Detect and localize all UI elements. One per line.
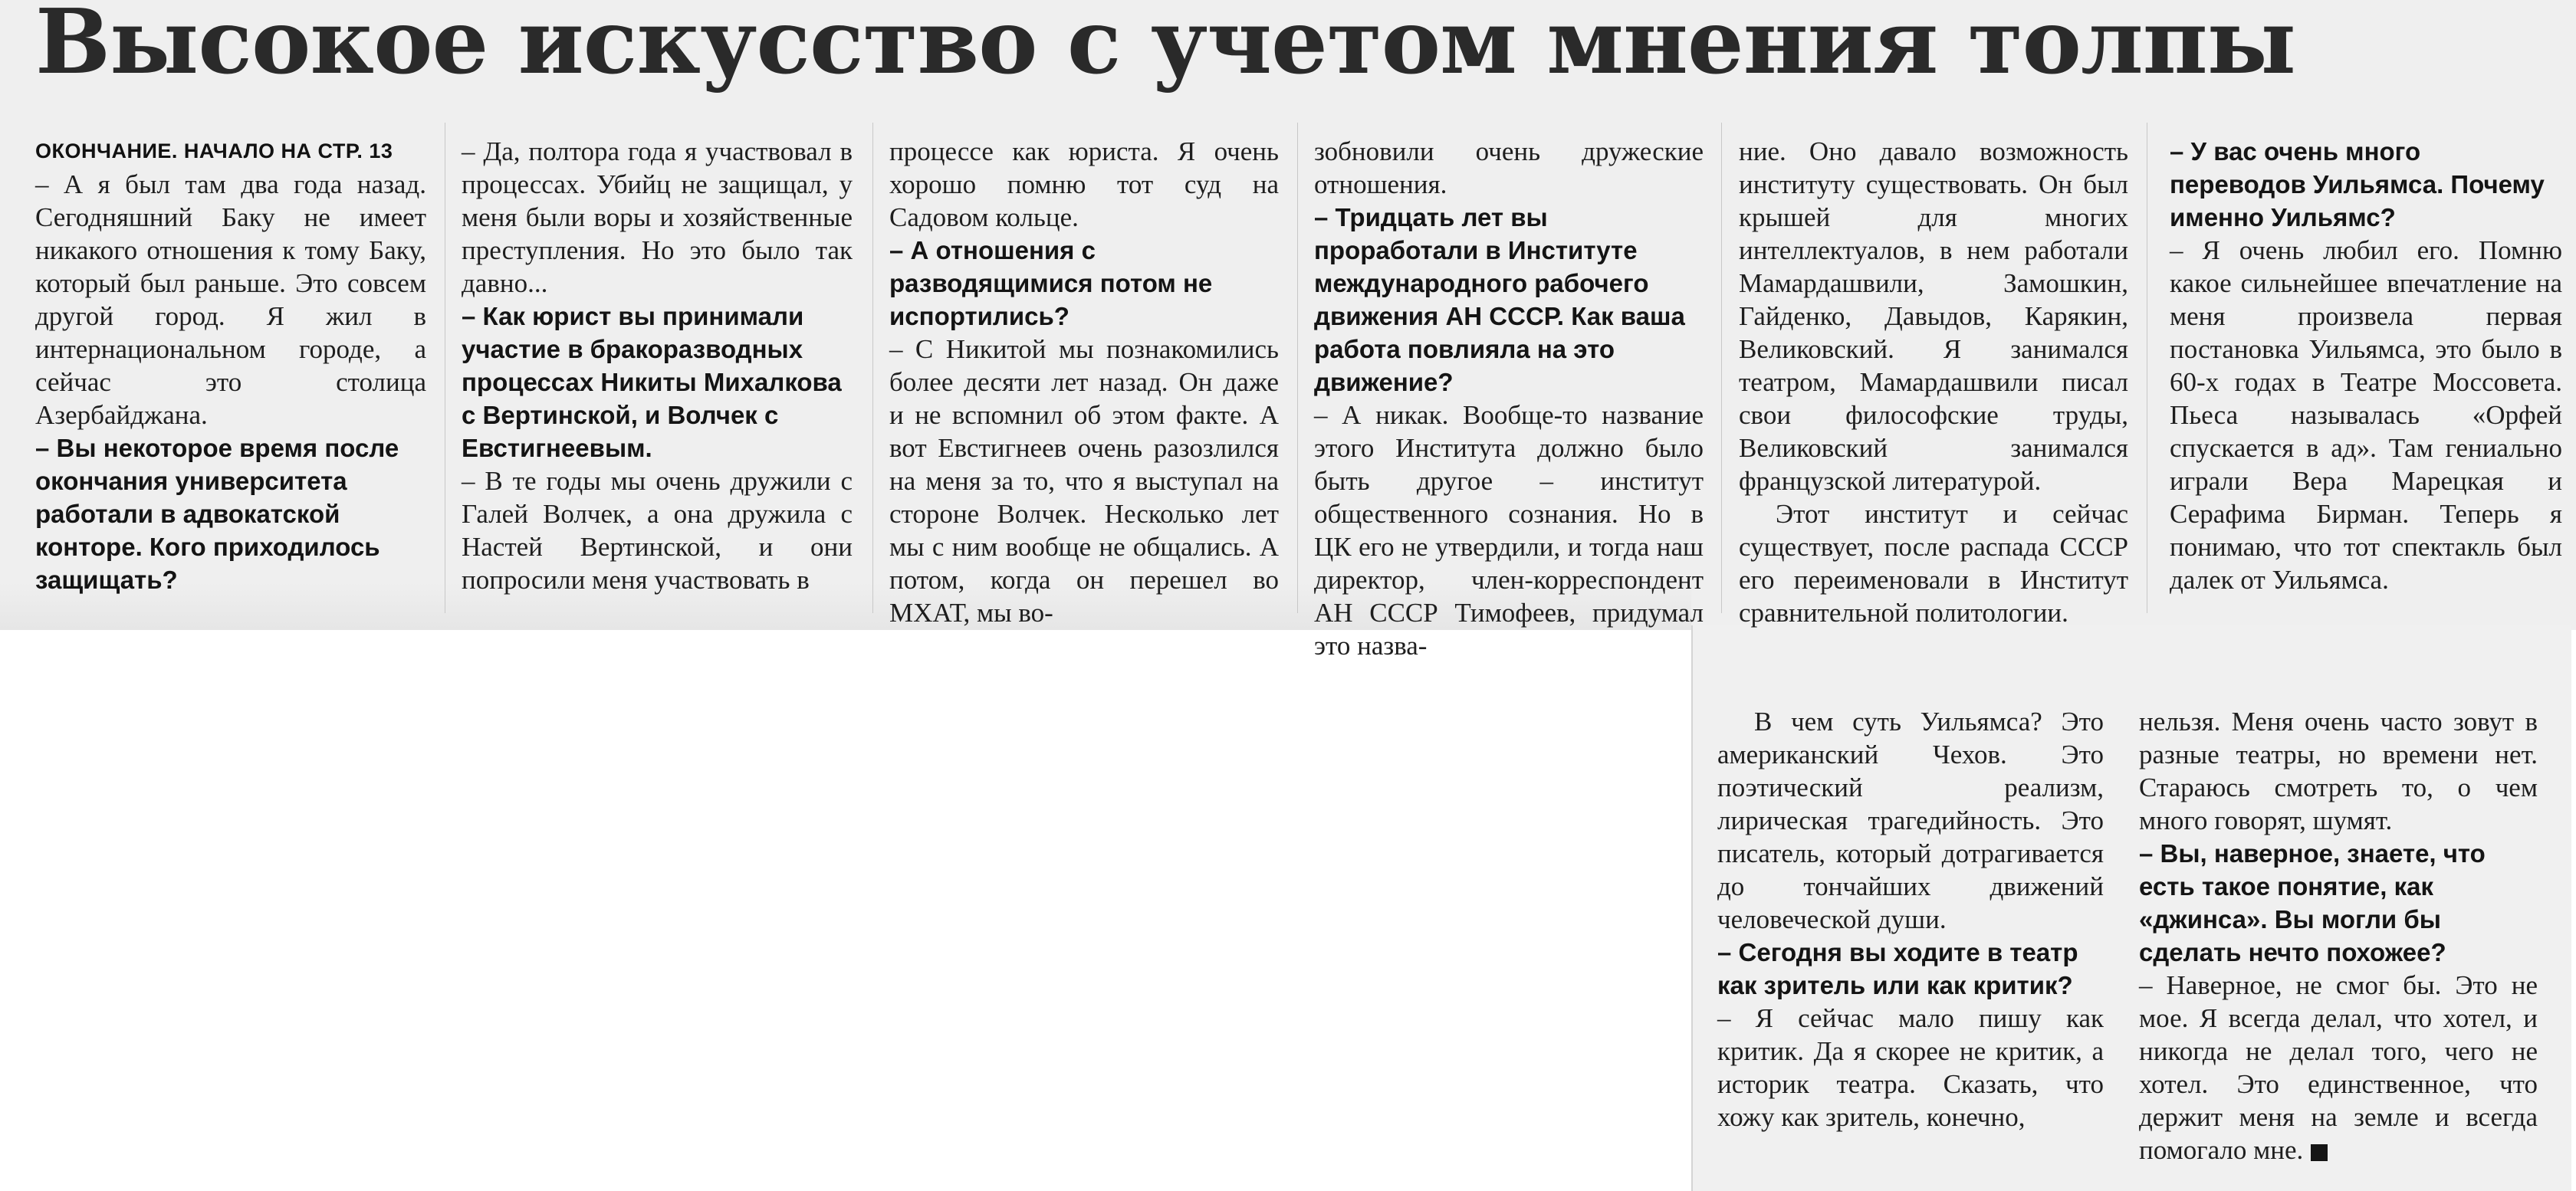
interview-question: – Как юрист вы принимали участие в бракоразводных процессах Никиты Михалкова с Вертинской, и Волчек с Евстигнеевым.	[462, 302, 842, 462]
answer-paragraph: процессе как юриста. Я очень хорошо помню тот суд на Садовом кольце.	[889, 136, 1279, 232]
answer-paragraph: ние. Оно давало возможность институту существовать. Он был крышей для многих интеллектуалов, в нем работали Мамардашвили, Замошкин, Гайденко, Давыдов, Карякин, Великовский. Я занимался театром, Мамардашвили писал свои философские труды, Великовский занимался французской литературой.	[1739, 136, 2128, 496]
answer-paragraph: – А никак. Вообще-то название этого Института должно было быть другое – институт общественного сознания. Но в ЦК его не утвердили, и тогда наш директор, член-корреспондент АН СССР Тимофеев, придумал это назва-	[1314, 400, 1704, 661]
column-divider	[872, 123, 873, 613]
answer-paragraph: – Наверное, не смог бы. Это не мое. Я всегда делал, что хотел, и никогда не делал того, чего не хотел. Это единственное, что держит меня на земле и всегда помогало мне.	[2139, 970, 2538, 1165]
answer-paragraph: – Я сейчас мало пишу как критик. Да я скорее не критик, а историк театра. Сказать, что хожу как зритель, конечно,	[1717, 1003, 2104, 1132]
answer-paragraph: – С Никитой мы познакомились более десяти лет назад. Он даже и не вспомнил об этом факте. А вот Евстигнеев очень разозлился на меня за то, что я выступал на стороне Волчек. Несколько лет мы с ним вообще не общались. А потом, когда он перешел во МХАТ, мы во-	[889, 334, 1279, 628]
answer-paragraph: – В те годы мы очень дружили с Галей Волчек, а она дружила с Настей Вертинской, и они попросили меня участвовать в	[462, 466, 853, 595]
answer-paragraph: зобновили очень дружеские отношения.	[1314, 136, 1704, 199]
end-of-article-icon	[2311, 1144, 2328, 1161]
column-divider	[1721, 123, 1722, 613]
interview-question: – У вас очень много переводов Уильямса. Почему именно Уильямс?	[2170, 137, 2545, 231]
article-column-1	[35, 135, 426, 596]
answer-paragraph: – А я был там два года назад. Сегодняшний Баку не имеет никакого отношения к тому Баку, который был раньше. Это совсем другой город. Я жил в интернациональном городе, а сейчас это столица Азербайджана.	[35, 169, 426, 430]
column-divider	[1297, 123, 1298, 613]
article-column-2	[462, 135, 853, 596]
answer-paragraph: – Да, полтора года я участвовал в процессах. Убийц не защищал, у меня были воры и хозяйственные преступления. Но это было так давно...	[462, 136, 853, 298]
closing-paragraph	[2139, 969, 2538, 1166]
article-column-7	[1717, 705, 2104, 1134]
article-column-5	[1739, 135, 2128, 629]
interview-question: – А отношения с разводящимися потом не испортились?	[889, 236, 1213, 330]
answer-paragraph: Этот институт и сейчас существует, после распада СССР его переименовали в Институт сравнительной политологии.	[1739, 499, 2128, 628]
interview-question: – Тридцать лет вы проработали в Институте международного рабочего движения АН СССР. Как ваша работа повлияла на это движение?	[1314, 203, 1685, 396]
answer-paragraph: нельзя. Меня очень часто зовут в разные театры, но времени нет. Стараюсь смотреть то, о чем много говорят, шумят.	[2139, 707, 2538, 835]
article-column-3	[889, 135, 1279, 629]
answer-paragraph: В чем суть Уильямса? Это американский Чехов. Это поэтический реализм, лирическая трагедийность. Это писатель, который дотрагивается до тончайших движений человеческой души.	[1717, 707, 2104, 934]
interview-question: – Сегодня вы ходите в театр как зритель или как критик?	[1717, 938, 2078, 999]
continuation-kicker: ОКОНЧАНИЕ. НАЧАЛО НА СТР. 13	[35, 139, 393, 162]
article-column-4	[1314, 135, 1704, 662]
article-headline: Высокое искусство с учетом мнения толпы	[35, 0, 2295, 94]
article-column-8	[2139, 705, 2538, 1166]
interview-question: – Вы некоторое время после окончания университета работали в адвокатской конторе. Кого приходилось защищать?	[35, 434, 399, 594]
answer-paragraph: – Я очень любил его. Помню какое сильнейшее впечатление на меня произвела первая постановка Уильямса, это было в 60-х годах в Театре Моссовета. Пьеса называлась «Орфей спускается в ад». Там гениально играли Вера Марецкая и Серафима Бирман. Теперь я понимаю, что тот спектакль был далек от Уильямса.	[2170, 235, 2562, 595]
article-column-6	[2170, 135, 2562, 596]
interview-question: – Вы, наверное, знаете, что есть такое понятие, как «джинса». Вы могли бы сделать нечто похожее?	[2139, 839, 2486, 966]
